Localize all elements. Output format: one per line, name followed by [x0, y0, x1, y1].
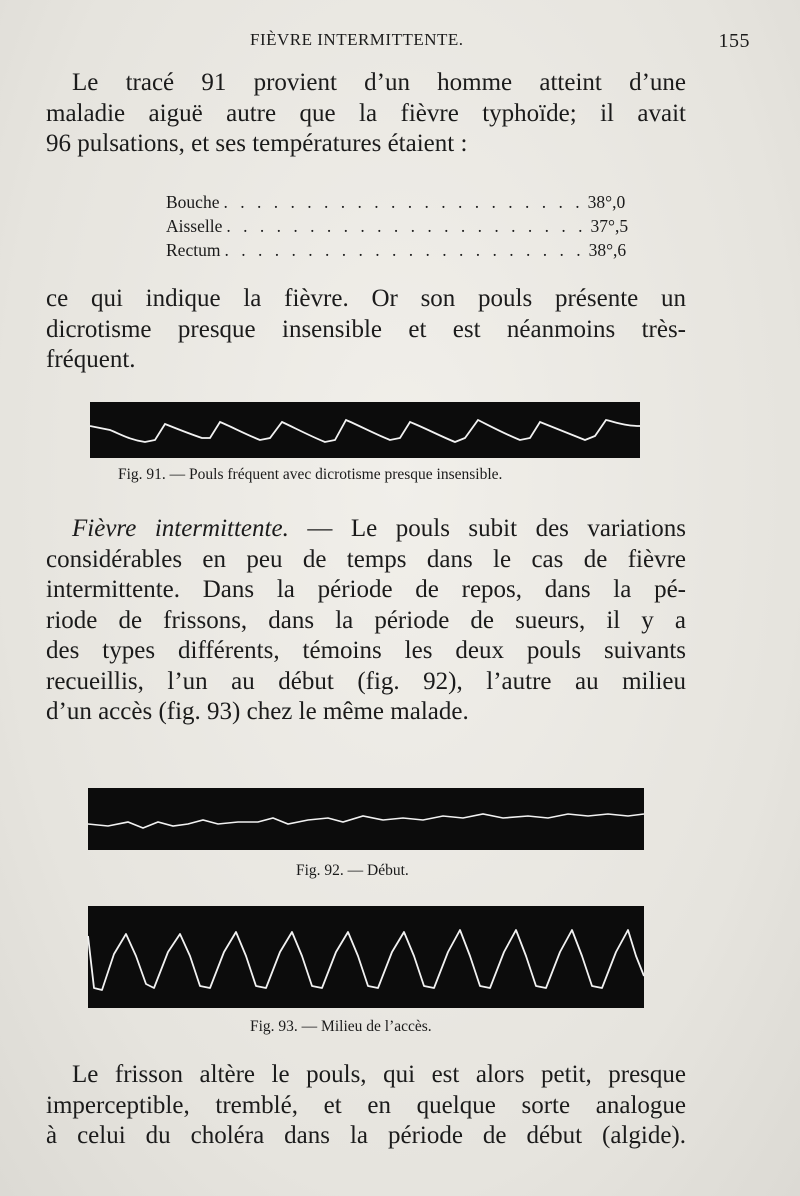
paragraph-2: [46, 284, 686, 376]
pulse-tracing-figure-92: [88, 788, 644, 850]
section-line: riode de frissons, dans la période de sueurs, il y a: [46, 606, 686, 634]
page-number: 155: [718, 30, 750, 52]
paragraph-1-line: Le tracé 91 provient d’un homme atteint d’une: [72, 69, 686, 96]
paragraph-3-line: Le frisson altère le pouls, qui est alors petit, presque: [72, 1061, 686, 1088]
paragraph-2-line: dicrotisme presque insensible et est néanmoins très-: [46, 315, 686, 343]
section-fievre-intermittente: [46, 514, 686, 728]
pulse-tracing-figure-91: [90, 402, 640, 458]
pulse-tracing-93: [88, 906, 644, 1008]
section-first-line: [46, 514, 686, 545]
paragraph-1: [46, 68, 686, 160]
section-heading: Fièvre intermittente.: [72, 515, 289, 542]
figure-93-caption: Fig. 93. — Milieu de l’accès.: [250, 1018, 432, 1035]
section-dash: —: [288, 515, 351, 542]
temperature-site: Rectum: [166, 240, 221, 260]
figure-92-caption: Fig. 92. — Début.: [296, 862, 409, 879]
section-line: d’un accès (fig. 93) chez le même malade.: [46, 698, 469, 725]
section-first-line-text: Le pouls subit des variations: [350, 515, 686, 542]
temperature-value: 38°,0: [587, 192, 626, 212]
temperature-list: [166, 190, 629, 262]
temperature-row: Aisselle . . . . . . . . . . . . . . . . . . . . . . 37°,5: [166, 216, 629, 236]
paragraph-3-line: imperceptible, tremblé, et en quelque sorte analogue: [46, 1091, 686, 1119]
section-line: considérables en peu de temps dans le cas de fièvre: [46, 545, 686, 573]
temperature-value: 38°,6: [588, 240, 627, 260]
paragraph-3-line: à celui du choléra dans la période de début (algide).: [46, 1122, 686, 1149]
paragraph-3: [46, 1060, 686, 1152]
section-line: intermittente. Dans la période de repos, dans la pé-: [46, 576, 686, 603]
paragraph-2-line: fréquent.: [46, 346, 136, 373]
section-line: recueillis, l’un au début (fig. 92), l’autre au milieu: [46, 667, 686, 695]
paragraph-1-line: maladie aiguë autre que la fièvre typhoïde; il avait: [46, 99, 686, 127]
paragraph-2-line: ce qui indique la fièvre. Or son pouls présente un: [46, 285, 686, 312]
section-line: des types différents, témoins les deux pouls suivants: [46, 637, 686, 664]
temperature-row: Bouche . . . . . . . . . . . . . . . . . . . . . . 38°,0: [166, 192, 626, 212]
temperature-site: Bouche: [166, 192, 220, 212]
figure-91-caption: Fig. 91. — Pouls fréquent avec dicrotisme presque insensible.: [118, 466, 503, 483]
temperature-row: Rectum . . . . . . . . . . . . . . . . . . . . . . 38°,6: [166, 240, 627, 260]
running-title: FIÈVRE INTERMITTENTE.: [250, 30, 464, 49]
paragraph-1-line: 96 pulsations, et ses températures étaient :: [46, 130, 468, 157]
temperature-site: Aisselle: [166, 216, 223, 236]
pulse-tracing-91: [90, 402, 640, 458]
temperature-value: 37°,5: [590, 216, 629, 236]
pulse-tracing-92: [88, 788, 644, 850]
pulse-tracing-figure-93: [88, 906, 644, 1008]
